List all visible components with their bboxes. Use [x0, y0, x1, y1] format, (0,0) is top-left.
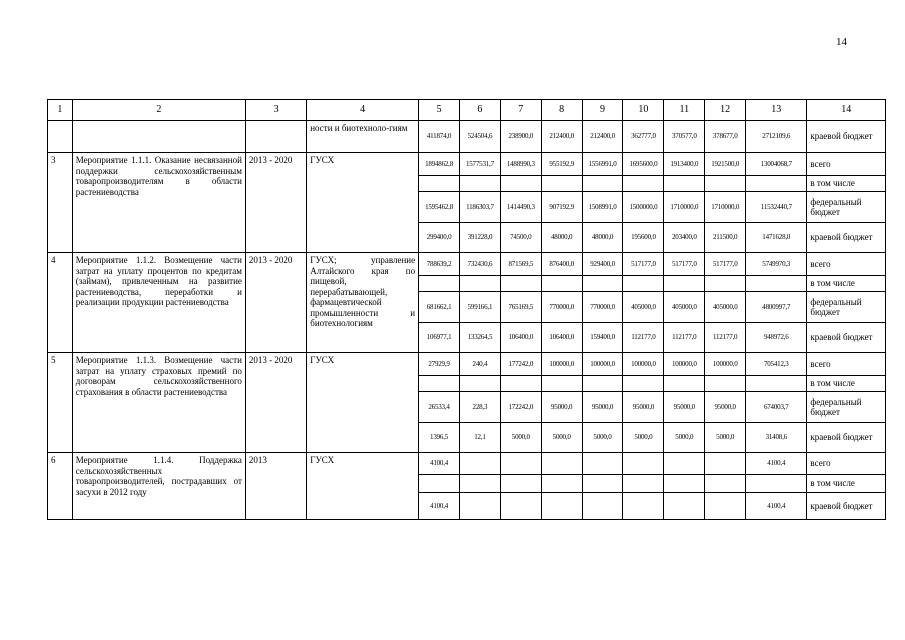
value-cell: 5000,0 [582, 423, 623, 453]
value-cell: 391228,0 [459, 223, 500, 253]
value-cell: 4100,4 [419, 453, 460, 475]
value-cell: 788639,2 [419, 253, 460, 276]
value-cell [500, 493, 541, 520]
item-executor: ГУСХ [307, 153, 419, 253]
value-cell: 31408,6 [746, 423, 807, 453]
column-header: 9 [582, 100, 623, 121]
value-cell: 112177,0 [705, 323, 746, 353]
value-cell [500, 276, 541, 292]
value-cell [705, 376, 746, 392]
value-cell [419, 276, 460, 292]
value-cell [623, 276, 664, 292]
value-cell: 1710000,0 [664, 192, 705, 223]
value-cell: 95000,0 [664, 392, 705, 423]
source-cell: краевой бюджет [807, 223, 886, 253]
source-cell: краевой бюджет [807, 323, 886, 353]
value-cell: 1710000,0 [705, 192, 746, 223]
value-cell: 362777,0 [623, 121, 664, 153]
item-name: Мероприятие 1.1.4. Поддержка сельскохозяйственных товаропроизводителей, пострадавших от засухи в 2012 году [72, 453, 245, 520]
value-cell: 212400,0 [582, 121, 623, 153]
source-cell: всего [807, 253, 886, 276]
value-cell: 4100,4 [746, 493, 807, 520]
value-cell: 370577,0 [664, 121, 705, 153]
value-cell: 770000,0 [582, 292, 623, 323]
item-period: 2013 [245, 453, 306, 520]
value-cell: 524504,6 [459, 121, 500, 153]
value-cell: 112177,0 [664, 323, 705, 353]
value-cell: 27929,9 [419, 353, 460, 376]
value-cell: 765169,5 [500, 292, 541, 323]
empty-cell [72, 121, 245, 153]
value-cell: 5000,0 [705, 423, 746, 453]
value-cell: 405000,0 [705, 292, 746, 323]
value-cell: 1577531,7 [459, 153, 500, 176]
value-cell [419, 376, 460, 392]
value-cell: 48000,0 [541, 223, 582, 253]
value-cell: 681662,1 [419, 292, 460, 323]
value-cell [623, 475, 664, 493]
value-cell: 12,1 [459, 423, 500, 453]
value-cell: 1500000,0 [623, 192, 664, 223]
value-cell [746, 176, 807, 192]
value-cell [582, 475, 623, 493]
item-name: Мероприятие 1.1.3. Возмещение части затрат на уплату страховых премий по договорам сельскохозяйственного страхования в области растениеводства [72, 353, 245, 453]
value-cell [623, 493, 664, 520]
value-cell [623, 176, 664, 192]
value-cell [705, 453, 746, 475]
value-cell [459, 493, 500, 520]
column-header: 1 [48, 100, 73, 121]
source-cell: краевой бюджет [807, 493, 886, 520]
item-executor: ГУСХ [307, 353, 419, 453]
value-cell [623, 376, 664, 392]
empty-cell [48, 121, 73, 153]
value-cell: 1471628,0 [746, 223, 807, 253]
value-cell [664, 176, 705, 192]
value-cell [582, 376, 623, 392]
value-cell: 95000,0 [541, 392, 582, 423]
value-cell: 907192,9 [541, 192, 582, 223]
value-cell: 177242,0 [500, 353, 541, 376]
value-cell [419, 475, 460, 493]
column-header: 11 [664, 100, 705, 121]
table-row [48, 453, 886, 475]
value-cell [746, 376, 807, 392]
value-cell: 228,3 [459, 392, 500, 423]
value-cell: 4800997,7 [746, 292, 807, 323]
value-cell: 599166,1 [459, 292, 500, 323]
continuation-row [48, 121, 886, 153]
value-cell: 732430,6 [459, 253, 500, 276]
value-cell [664, 493, 705, 520]
item-number: 4 [48, 253, 73, 353]
value-cell: 238900,0 [500, 121, 541, 153]
source-cell: федеральный бюджет [807, 192, 886, 223]
value-cell: 95000,0 [623, 392, 664, 423]
value-cell: 871569,5 [500, 253, 541, 276]
column-header: 14 [807, 100, 886, 121]
value-cell: 26533,4 [419, 392, 460, 423]
value-cell: 411874,0 [419, 121, 460, 153]
value-cell: 705412,3 [746, 353, 807, 376]
value-cell [582, 453, 623, 475]
value-cell [623, 453, 664, 475]
value-cell [705, 493, 746, 520]
source-cell: в том числе [807, 176, 886, 192]
value-cell: 517177,0 [664, 253, 705, 276]
item-number: 5 [48, 353, 73, 453]
value-cell: 517177,0 [623, 253, 664, 276]
table-row [48, 353, 886, 376]
column-header: 4 [307, 100, 419, 121]
value-cell [541, 276, 582, 292]
value-cell [746, 276, 807, 292]
value-cell [664, 475, 705, 493]
source-cell: краевой бюджет [807, 423, 886, 453]
value-cell: 1595462,8 [419, 192, 460, 223]
value-cell: 5000,0 [541, 423, 582, 453]
header-row [48, 100, 886, 121]
value-cell: 48000,0 [582, 223, 623, 253]
value-cell: 240,4 [459, 353, 500, 376]
column-header: 3 [245, 100, 306, 121]
value-cell: 100000,0 [623, 353, 664, 376]
value-cell: 955192,9 [541, 153, 582, 176]
value-cell [459, 276, 500, 292]
value-cell: 5000,0 [664, 423, 705, 453]
value-cell: 74500,0 [500, 223, 541, 253]
source-cell: всего [807, 153, 886, 176]
value-cell: 1556991,0 [582, 153, 623, 176]
column-header: 13 [746, 100, 807, 121]
value-cell: 4100,4 [746, 453, 807, 475]
value-cell [664, 453, 705, 475]
value-cell: 929400,0 [582, 253, 623, 276]
value-cell [541, 475, 582, 493]
value-cell: 1414490,3 [500, 192, 541, 223]
value-cell [705, 276, 746, 292]
source-cell: всего [807, 353, 886, 376]
column-header: 8 [541, 100, 582, 121]
value-cell: 517177,0 [705, 253, 746, 276]
value-cell: 95000,0 [582, 392, 623, 423]
value-cell [664, 376, 705, 392]
value-cell: 1396,5 [419, 423, 460, 453]
value-cell: 1894862,8 [419, 153, 460, 176]
value-cell: 13004068,7 [746, 153, 807, 176]
value-cell: 212400,0 [541, 121, 582, 153]
column-header: 10 [623, 100, 664, 121]
value-cell [459, 176, 500, 192]
value-cell [500, 376, 541, 392]
value-cell [582, 176, 623, 192]
item-name: Мероприятие 1.1.1. Оказание несвязанной поддержки сельскохозяйственным товаропроизводителям в области растениеводства [72, 153, 245, 253]
source-cell: федеральный бюджет [807, 392, 886, 423]
item-number: 3 [48, 153, 73, 253]
value-cell: 1695600,0 [623, 153, 664, 176]
value-cell: 674003,7 [746, 392, 807, 423]
empty-cell [245, 121, 306, 153]
value-cell [705, 475, 746, 493]
value-cell [582, 276, 623, 292]
value-cell [541, 453, 582, 475]
value-cell: 95000,0 [705, 392, 746, 423]
value-cell: 2712109,6 [746, 121, 807, 153]
value-cell: 11532440,7 [746, 192, 807, 223]
value-cell [459, 376, 500, 392]
value-cell: 100000,0 [664, 353, 705, 376]
value-cell: 1921500,0 [705, 153, 746, 176]
value-cell: 133264,5 [459, 323, 500, 353]
value-cell [500, 475, 541, 493]
source-cell: в том числе [807, 276, 886, 292]
value-cell: 378677,0 [705, 121, 746, 153]
source-cell: краевой бюджет [807, 121, 886, 153]
executor-cell: ности и биотехноло-гиям [307, 121, 419, 153]
value-cell [500, 176, 541, 192]
value-cell: 1488990,3 [500, 153, 541, 176]
value-cell [746, 475, 807, 493]
value-cell: 770000,0 [541, 292, 582, 323]
value-cell: 106400,0 [541, 323, 582, 353]
source-cell: всего [807, 453, 886, 475]
table-row [48, 153, 886, 176]
value-cell: 159400,0 [582, 323, 623, 353]
page-number: 14 [836, 36, 847, 48]
value-cell: 876400,0 [541, 253, 582, 276]
value-cell [459, 475, 500, 493]
column-header: 5 [419, 100, 460, 121]
value-cell: 1913400,0 [664, 153, 705, 176]
value-cell: 405000,0 [664, 292, 705, 323]
value-cell: 106977,1 [419, 323, 460, 353]
value-cell: 203400,0 [664, 223, 705, 253]
value-cell: 5749970,3 [746, 253, 807, 276]
value-cell: 100000,0 [705, 353, 746, 376]
source-cell: федеральный бюджет [807, 292, 886, 323]
item-executor: ГУСХ [307, 453, 419, 520]
value-cell: 4100,4 [419, 493, 460, 520]
value-cell [705, 176, 746, 192]
item-executor: ГУСХ; управление Алтайского края по пищевой, перерабатывающей, фармацевтической промышленности и биотехнологиям [307, 253, 419, 353]
item-name: Мероприятие 1.1.2. Возмещение части затрат на уплату процентов по кредитам (займам), привлеченным на развитие растениеводства, переработки и реализации продукции растениеводства [72, 253, 245, 353]
value-cell [541, 376, 582, 392]
value-cell [459, 453, 500, 475]
value-cell: 1186303,7 [459, 192, 500, 223]
column-header: 7 [500, 100, 541, 121]
column-header: 12 [705, 100, 746, 121]
budget-table [47, 99, 886, 520]
value-cell [541, 493, 582, 520]
value-cell: 948972,6 [746, 323, 807, 353]
source-cell: в том числе [807, 376, 886, 392]
value-cell: 405000,0 [623, 292, 664, 323]
value-cell: 1508991,0 [582, 192, 623, 223]
value-cell [541, 176, 582, 192]
value-cell: 299400,0 [419, 223, 460, 253]
value-cell: 106400,0 [500, 323, 541, 353]
value-cell: 100000,0 [541, 353, 582, 376]
value-cell [500, 453, 541, 475]
value-cell: 195600,0 [623, 223, 664, 253]
item-period: 2013 - 2020 [245, 153, 306, 253]
item-period: 2013 - 2020 [245, 253, 306, 353]
value-cell [419, 176, 460, 192]
column-header: 2 [72, 100, 245, 121]
value-cell: 112177,0 [623, 323, 664, 353]
item-number: 6 [48, 453, 73, 520]
item-period: 2013 - 2020 [245, 353, 306, 453]
value-cell: 211500,0 [705, 223, 746, 253]
table-row [48, 253, 886, 276]
column-header: 6 [459, 100, 500, 121]
value-cell [582, 493, 623, 520]
value-cell: 5000,0 [500, 423, 541, 453]
source-cell: в том числе [807, 475, 886, 493]
value-cell [664, 276, 705, 292]
value-cell: 5000,0 [623, 423, 664, 453]
value-cell: 172242,0 [500, 392, 541, 423]
value-cell: 100000,0 [582, 353, 623, 376]
